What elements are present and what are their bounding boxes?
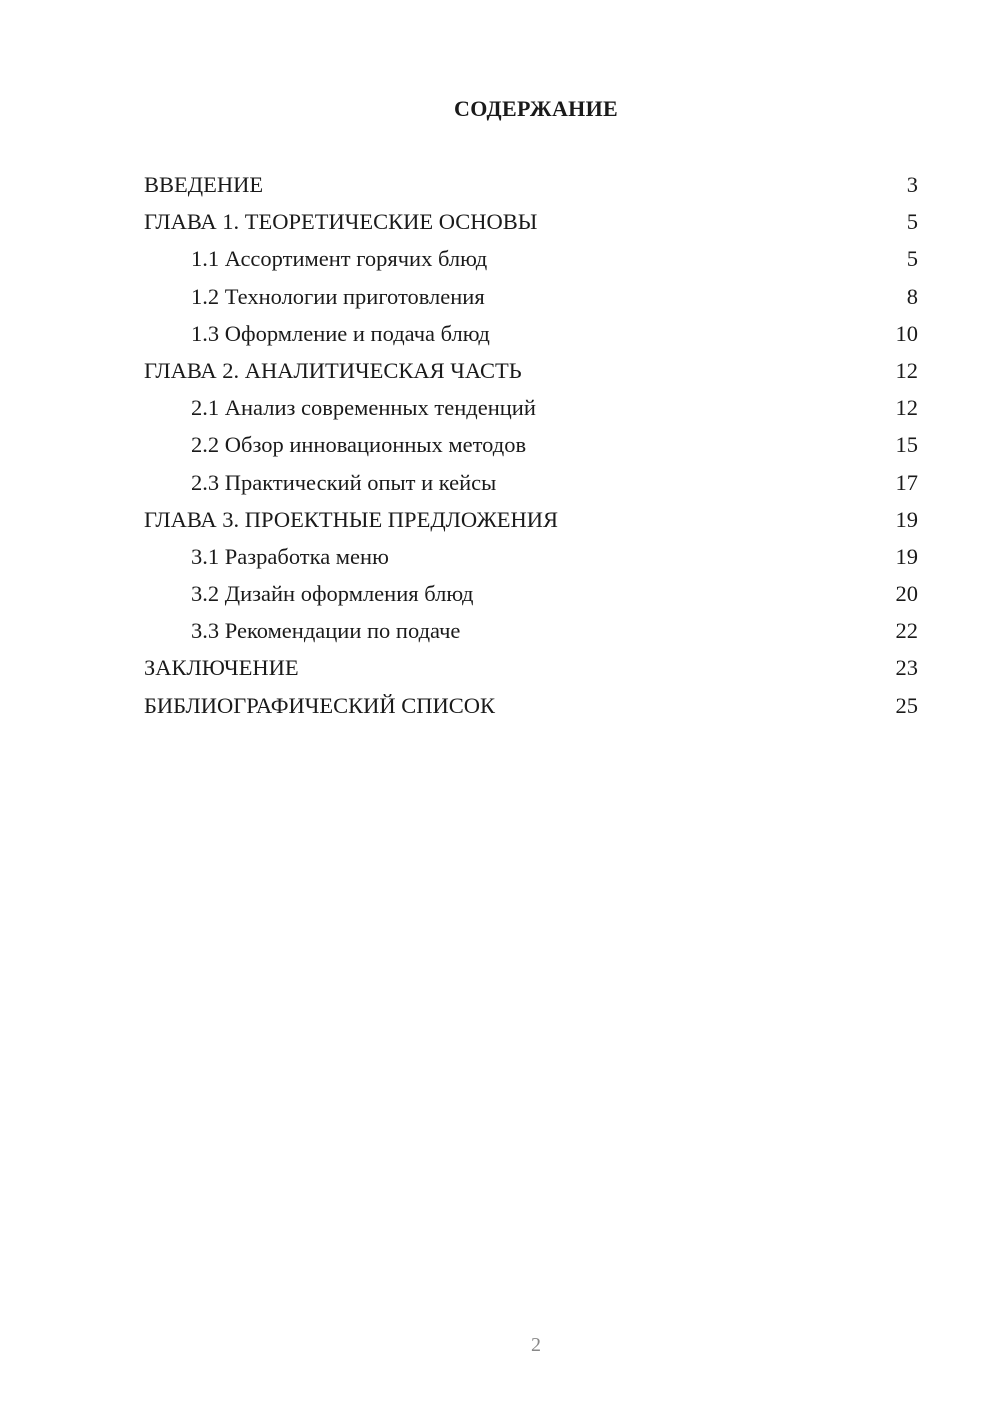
toc-entry-label: 1.1 Ассортимент горячих блюд	[191, 246, 488, 272]
toc-entry-label: ВВЕДЕНИЕ	[144, 172, 264, 197]
toc-entry-label: 2.2 Обзор инновационных методов	[191, 432, 527, 458]
toc-entry-label: 3.2 Дизайн оформления блюд	[191, 581, 474, 607]
toc-entry-label: 1.3 Оформление и подача блюд	[191, 320, 490, 346]
toc-entry-page: 23	[895, 655, 918, 681]
toc-entry-page: 19	[895, 506, 918, 532]
toc-entry[interactable]	[144, 203, 918, 240]
toc-entry-label: 3.1 Разработка меню	[191, 543, 389, 569]
toc-entry-label: ГЛАВА 1. ТЕОРЕТИЧЕСКИЕ ОСНОВЫ	[144, 209, 538, 235]
toc-entry[interactable]	[144, 501, 918, 538]
toc-entry[interactable]	[144, 538, 918, 575]
toc-entry[interactable]	[144, 612, 918, 649]
toc-entry[interactable]	[144, 352, 918, 389]
toc-entry-page: 5	[906, 209, 918, 235]
toc-entry[interactable]	[144, 575, 918, 612]
toc-entry-label: БИБЛИОГРАФИЧЕСКИЙ СПИСОК	[144, 692, 496, 718]
toc-entry-label: ГЛАВА 3. ПРОЕКТНЫЕ ПРЕДЛОЖЕНИЯ	[144, 506, 559, 532]
toc-entry[interactable]	[144, 278, 918, 315]
toc-entry-label: 3.3 Рекомендации по подаче	[191, 618, 461, 644]
toc-entry-page: 15	[895, 432, 918, 458]
toc-title: СОДЕРЖАНИЕ	[454, 96, 618, 121]
toc-entry-page: 20	[895, 581, 918, 607]
toc-entry[interactable]	[144, 389, 918, 426]
toc-entry[interactable]	[144, 687, 918, 724]
toc-entry-page: 19	[895, 543, 918, 569]
page-number: 2	[531, 1334, 541, 1356]
toc-entry-label: ГЛАВА 2. АНАЛИТИЧЕСКАЯ ЧАСТЬ	[144, 357, 522, 383]
toc-list	[144, 166, 918, 724]
toc-entry[interactable]	[144, 649, 918, 686]
toc-entry-label: 1.2 Технологии приготовления	[191, 283, 485, 309]
toc-entry-page: 12	[895, 357, 918, 383]
toc-entry-page: 8	[906, 283, 918, 309]
toc-entry-page: 5	[906, 246, 918, 272]
toc-entry-label: 2.1 Анализ современных тенденций	[191, 395, 536, 421]
toc-entry[interactable]	[144, 464, 918, 501]
toc-entry-page: 12	[895, 395, 918, 421]
toc-entry-label: ЗАКЛЮЧЕНИЕ	[144, 655, 299, 681]
toc-entry[interactable]	[144, 240, 918, 277]
toc-entry-page: 3	[906, 172, 918, 197]
toc-entry-label: 2.3 Практический опыт и кейсы	[191, 469, 497, 495]
toc-entry[interactable]	[144, 166, 918, 203]
toc-entry-page: 10	[895, 320, 918, 346]
toc-entry[interactable]	[144, 426, 918, 463]
toc-entry-page: 17	[895, 469, 918, 495]
toc-entry[interactable]	[144, 315, 918, 352]
toc-entry-page: 22	[895, 618, 918, 644]
toc-entry-page: 25	[895, 692, 918, 718]
